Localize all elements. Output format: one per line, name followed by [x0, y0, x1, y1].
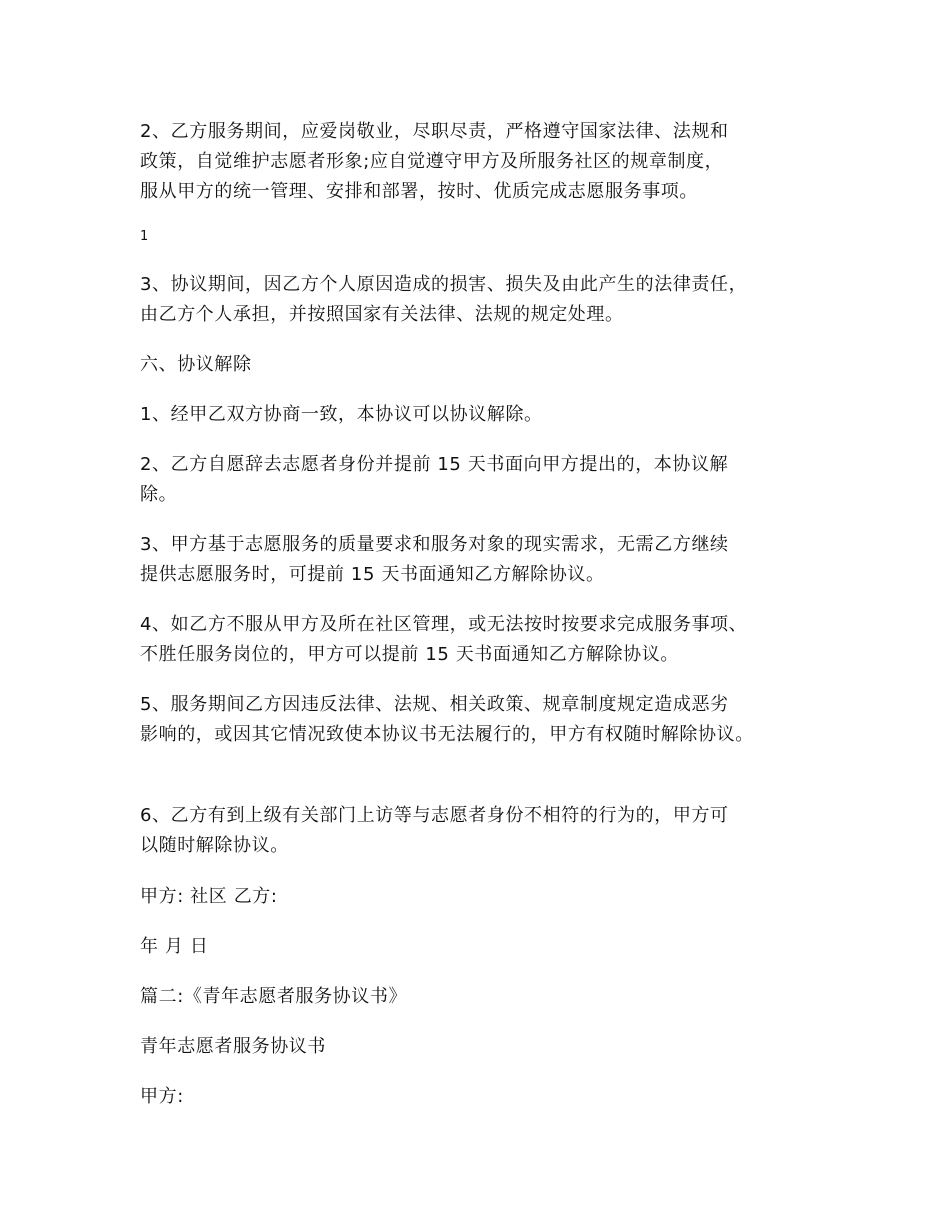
party-a-label — [140, 1082, 830, 1112]
text-line: 由乙方个人承担，并按照国家有关法律、法规的规定处理。 — [140, 304, 624, 325]
text-line: 青年志愿者服务协议书 — [140, 1036, 326, 1057]
text-line: 2、乙方服务期间，应爱岗敬业，尽职尽责，严格遵守国家法律、法规和 — [140, 121, 729, 142]
text-line: 六、协议解除 — [140, 354, 252, 375]
paragraph-termination-6 — [140, 801, 830, 861]
paragraph-termination-5 — [140, 690, 830, 750]
text-line: 以随时解除协议。 — [140, 835, 289, 856]
paragraph-clause-5-2 — [140, 117, 830, 207]
page-number: 1 — [140, 229, 149, 244]
paragraph-termination-2 — [140, 450, 830, 510]
text-line: 3、协议期间，因乙方个人原因造成的损害、损失及由此产生的法律责任， — [140, 274, 748, 295]
text-line: 甲方: — [140, 1086, 184, 1107]
paragraph-termination-4 — [140, 610, 830, 670]
text-line: 4、如乙方不服从甲方及所在社区管理，或无法按时按要求完成服务事项、 — [140, 614, 748, 635]
text-line: 不胜任服务岗位的，甲方可以提前 15 天书面通知乙方解除协议。 — [140, 644, 679, 665]
signature-parties — [140, 882, 830, 912]
text-line: 3、甲方基于志愿服务的质量要求和服务对象的现实需求，无需乙方继续 — [140, 534, 729, 555]
text-line: 年 月 日 — [140, 936, 209, 957]
paragraph-termination-3 — [140, 530, 830, 590]
text-line: 2、乙方自愿辞去志愿者身份并提前 15 天书面向甲方提出的，本协议解 — [140, 454, 729, 475]
text-line: 篇二:《青年志愿者服务协议书》 — [140, 986, 408, 1007]
paragraph-termination-1 — [140, 400, 830, 430]
text-line: 1、经甲乙双方协商一致，本协议可以协议解除。 — [140, 404, 543, 425]
text-line: 服从甲方的统一管理、安排和部署，按时、优质完成志愿服务事项。 — [140, 181, 698, 202]
chapter-heading — [140, 982, 830, 1012]
text-line: 5、服务期间乙方因违反法律、法规、相关政策、规章制度规定造成恶劣 — [140, 694, 729, 715]
document-title — [140, 1032, 830, 1062]
paragraph-clause-5-3 — [140, 270, 830, 330]
text-line: 6、乙方有到上级有关部门上访等与志愿者身份不相符的行为的，甲方可 — [140, 805, 729, 826]
text-line: 政策，自觉维护志愿者形象;应自觉遵守甲方及所服务社区的规章制度， — [140, 151, 724, 172]
section-heading-termination — [140, 350, 830, 380]
text-line: 除。 — [140, 484, 178, 505]
text-line: 甲方: 社区 乙方: — [140, 886, 278, 907]
text-line: 影响的，或因其它情况致使本协议书无法履行的，甲方有权随时解除协议。 — [140, 724, 754, 745]
text-line: 提供志愿服务时，可提前 15 天书面通知乙方解除协议。 — [140, 564, 605, 585]
signature-date — [140, 932, 830, 962]
